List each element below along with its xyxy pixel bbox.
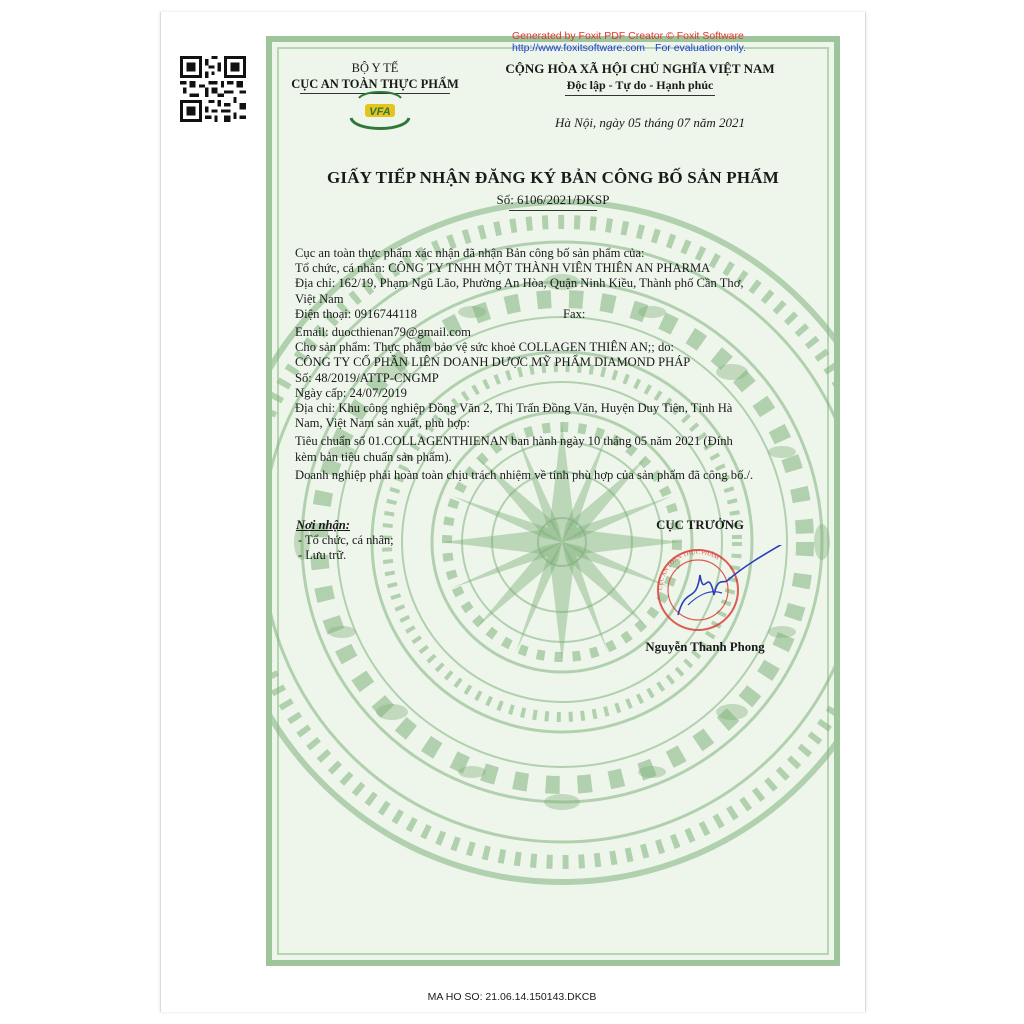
document-number: Số: 6106/2021/ĐKSP [496, 192, 610, 207]
certificate-number: Số: 48/2019/ATTP-CNGMP [295, 370, 439, 385]
product-line: Cho sản phẩm: Thực phẩm bảo vệ sức khoẻ COLLAGEN THIÊN AN;; do: [295, 340, 675, 355]
standard-line: Tiêu chuẩn số 01.COLLAGENTHIENAN ban hành ngày 10 tháng 05 năm 2021 (Đính [295, 434, 733, 449]
certificate-date: Ngày cấp: 24/07/2019 [295, 385, 407, 400]
recipients-title: Nơi nhận: [296, 518, 351, 532]
nation-motto: Độc lập - Tự do - Hạnh phúc [566, 78, 714, 92]
watermark-url: http://www.foxitsoftware.com [512, 42, 646, 54]
seal-text: CỤC AN TOÀN THỰC PHẨM [657, 549, 720, 591]
standard-line-cont: kèm bản tiêu chuẩn sản phẩm). [295, 449, 452, 464]
svg-text:VFA: VFA [369, 106, 391, 118]
email-line: Email: duocthienan79@gmail.com [295, 325, 471, 340]
document-body [295, 246, 815, 483]
address-line-cont: Việt Nam [295, 291, 344, 306]
intro-line: Cục an toàn thực phẩm xác nhận đã nhận Bản công bố sản phẩm của: [295, 246, 645, 260]
signer-title: CỤC TRƯỞNG [656, 518, 744, 532]
fax-line: Fax: [563, 306, 586, 321]
foxit-watermark [512, 30, 792, 54]
watermark-line: Generated by Foxit PDF Creator © Foxit Software [512, 30, 744, 42]
manufacturer-address: Địa chỉ: Khu công nghiệp Đồng Văn 2, Thị Trấn Đồng Văn, Huyện Duy Tiên, Tỉnh Hà [295, 401, 733, 416]
national-header [480, 60, 800, 96]
motto-underline [565, 95, 715, 96]
official-seal-icon [648, 545, 788, 635]
address-line: Địa chỉ: 162/19, Phạm Ngũ Lão, Phường An Hòa, Quận Ninh Kiều, Thành phố Cần Thơ, [295, 276, 744, 291]
phone-line: Điện thoại: 0916744118 [295, 306, 417, 321]
signer-name: Nguyễn Thanh Phong [645, 640, 765, 654]
recipient-item: - Lưu trữ. [298, 548, 347, 562]
document-number-block [266, 192, 840, 211]
manufacturer-line: CÔNG TY CỔ PHẦN LIÊN DOANH DƯỢC MỸ PHẨM DIAMOND PHÁP [295, 355, 691, 370]
recipients-list [298, 533, 394, 563]
issue-date: Hà Nội, ngày 05 tháng 07 năm 2021 [555, 115, 745, 130]
document-title: GIẤY TIẾP NHẬN ĐĂNG KÝ BẢN CÔNG BỐ SẢN PHẨM [326, 168, 780, 187]
department-name: CỤC AN TOÀN THỰC PHẨM [291, 77, 459, 91]
vfa-logo-icon [345, 88, 415, 134]
responsibility-line: Doanh nghiệp phải hoàn toàn chịu trách nhiệm về tính phù hợp của sản phẩm đã công bố./. [295, 467, 754, 482]
organization-line: Tổ chức, cá nhân: CÔNG TY TNHH MỘT THÀNH VIÊN THIÊN AN PHARMA [295, 261, 711, 276]
manufacturer-address-cont: Nam, Việt Nam sản xuất, phù hợp: [295, 416, 470, 431]
recipient-item: - Tổ chức, cá nhân; [298, 533, 394, 547]
qr-code-icon [180, 56, 246, 122]
record-code: MA HO SO: 21.06.14.150143.DKCB [427, 991, 597, 1003]
number-underline [509, 210, 597, 211]
nation-name: CỘNG HÒA XÃ HỘI CHỦ NGHĨA VIỆT NAM [505, 61, 775, 76]
ministry-name: BỘ Y TẾ [351, 61, 399, 75]
watermark-note: For evaluation only. [655, 42, 746, 54]
